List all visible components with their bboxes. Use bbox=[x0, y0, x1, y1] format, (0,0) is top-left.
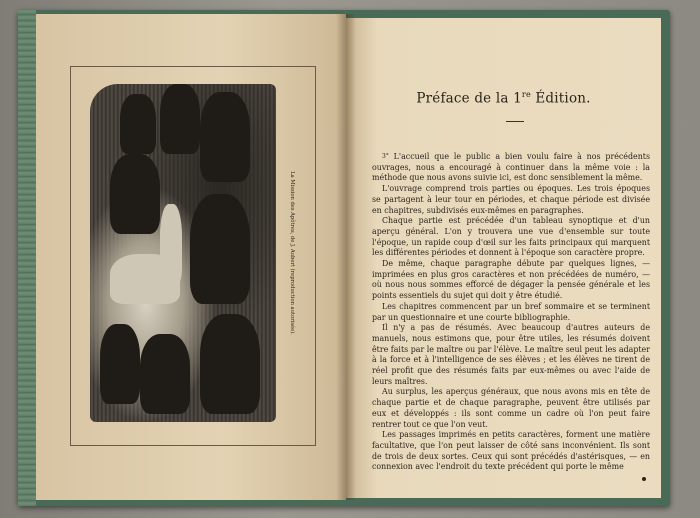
paragraph: Au surplus, les aperçus généraux, que nous avons mis en tête de chaque partie et de chaque paragraphe, peuvent être utilisés par eux et développés : ils sont comme un cadre où l'on peut faire rentrer tout ce que l'on veut. bbox=[372, 387, 650, 429]
preface-body bbox=[372, 152, 650, 473]
engraving-illustration bbox=[90, 84, 276, 422]
preface-title: Préface de la 1re Édition. bbox=[416, 90, 591, 107]
paragraph: L'ouvrage comprend trois parties ou époques. Les trois époques se partagent à leur tour en périodes, et chaque période est divisée en chapitres, subdivisés eux-mêmes en paragraphes. bbox=[372, 184, 650, 215]
page-dot bbox=[642, 477, 646, 481]
title-rule bbox=[506, 121, 524, 122]
paragraph: De même, chaque paragraphe débute par quelques lignes, — imprimées en plus gros caractères et non précédées de numéro, — où nous nous sommes efforcé de dégager la pensée générale et les points essentiels du sujet qui doit y être étudié. bbox=[372, 259, 650, 301]
book-spine bbox=[18, 10, 36, 506]
paragraph: 3° L'accueil que le public a bien voulu faire à nos précédents ouvrages, nous a encouragé à continuer dans la même voie : la méthode que nous avons suivie ici, est donc sensiblement la même. bbox=[372, 152, 650, 183]
margin-mark: 3° bbox=[382, 153, 389, 160]
paragraph: Les chapitres commencent par un bref sommaire et se terminent par un questionnaire et une courte bibliographie. bbox=[372, 301, 650, 322]
paragraph: Chaque partie est précédée d'un tableau synoptique et d'un aperçu général. L'on y trouvera une vue d'ensemble sur toute l'époque, un rapide coup d'œil sur les faits principaux qui marquent les différentes périodes et donnent à l'époque son caractère propre. bbox=[372, 216, 650, 258]
paragraph: Les passages imprimés en petits caractères, forment une matière facultative, que l'on peut laisser de côté sans inconvénient. Ils sont de trois de deux sortes. Ceux qui sont précédés d'astérisques, — en connexion avec l'endroit du texte précédent qui porte le même bbox=[372, 430, 650, 472]
paragraph: Il n'y a pas de résumés. Avec beaucoup d'autres auteurs de manuels, nous estimons que, pour être utiles, les résumés doivent être faits par le maître ou par l'élève. Le maître seul peut les adapter à la force et à l'intelligence de ses élèves ; et les élèves ne tirent de réel profit que des résumés faits par eux-mêmes ou avec l'aide de leurs maîtres. bbox=[372, 323, 650, 386]
plate-caption: La Mission des Apôtres, de J. Aubert (reproduction autorisée). bbox=[289, 171, 295, 335]
page-gutter bbox=[336, 14, 356, 500]
